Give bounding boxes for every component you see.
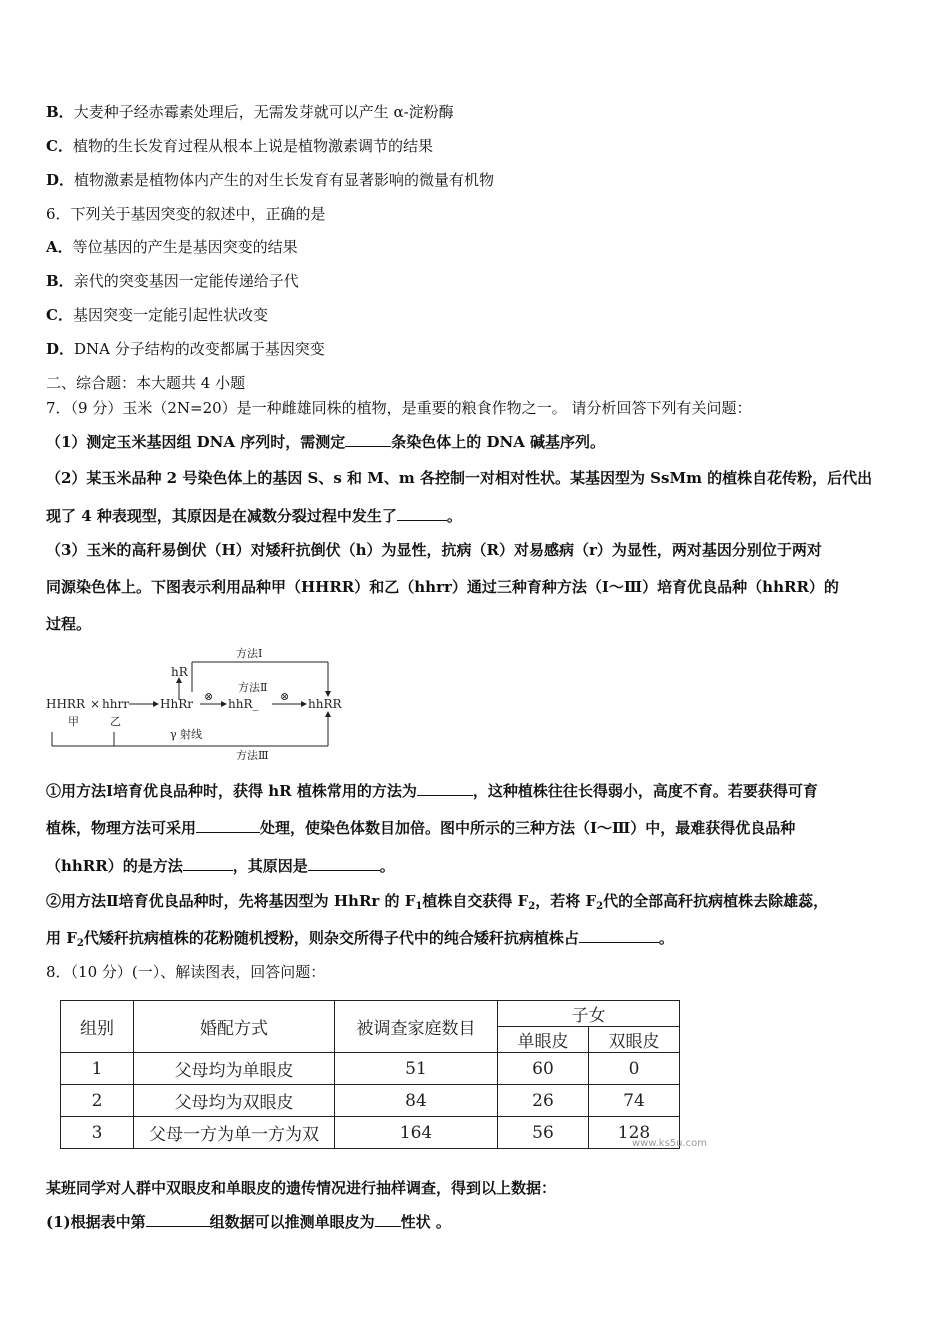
q7-part1: （1）测定玉米基因组 DNA 序列时，需测定 条染色体上的 DNA 碱基序列。 bbox=[46, 433, 606, 451]
yi-label: 乙 bbox=[110, 715, 121, 728]
watermark: www.ks5u.com bbox=[632, 1138, 708, 1149]
q8-description: 某班同学对人群中双眼皮和单眼皮的遗传情况进行抽样调查，得到以上数据： bbox=[46, 1179, 557, 1197]
q7-part2-line2: 现了 4 种表现型，其原因是在减数分裂过程中发生了 。 bbox=[46, 507, 462, 525]
q7-item1-line1: ①用方法Ⅰ培育优良品种时，获得 hR 植株常用的方法为 ，这种植株往往长得弱小，高度不育。若要获得可育 bbox=[46, 782, 818, 800]
cell-mating: 父母均为单眼皮 bbox=[134, 1053, 335, 1085]
selfing-symbol-2: ⊗ bbox=[280, 690, 290, 703]
q7-item2-line1: ②用方法Ⅱ培育优良品种时，先将基因型为 HhRr 的 $F_1$植株自交获得 $F_2$，若将 $F_2$代的全部高秆抗病植株去除雄蕊， bbox=[46, 892, 829, 912]
method1-label: 方法Ⅰ bbox=[236, 647, 263, 660]
section-heading: 二、综合题：本大题共 4 小题 bbox=[46, 374, 246, 392]
q6-option-a: A．等位基因的产生是基因突变的结果 bbox=[46, 238, 298, 256]
cell-double: 0 bbox=[589, 1053, 680, 1085]
method2-label: 方法Ⅱ bbox=[238, 681, 268, 694]
breeding-methods-diagram bbox=[40, 640, 360, 760]
header-double-eyelid: 双眼皮 bbox=[589, 1027, 680, 1053]
q7-part2-line1: （2）某玉米品种 2 号染色体上的基因 S、s 和 M、m 各控制一对相对性状。某基因型为 SsMm 的植株自花传粉，后代出 bbox=[46, 469, 873, 487]
cell-mating: 父母一方为单一方为双 bbox=[134, 1117, 335, 1149]
cell-mating: 父母均为双眼皮 bbox=[134, 1085, 335, 1117]
header-families: 被调查家庭数目 bbox=[335, 1001, 498, 1053]
cell-families: 164 bbox=[335, 1117, 498, 1149]
selfing-symbol-1: ⊗ bbox=[204, 690, 214, 703]
q7-part3-line3: 过程。 bbox=[46, 615, 92, 633]
parent-hhrr-dominant: HHRR bbox=[46, 697, 85, 711]
q5-option-d: D．植物激素是植物体内产生的对生长发育有显著影响的微量有机物 bbox=[46, 171, 495, 189]
table-row bbox=[61, 1085, 680, 1117]
q6-option-c: C．基因突变一定能引起性状改变 bbox=[46, 306, 268, 324]
q5-option-c: C．植物的生长发育过程从根本上说是植物激素调节的结果 bbox=[46, 137, 433, 155]
cell-group: 3 bbox=[61, 1117, 134, 1149]
parent-hhrr-recessive: hhrr bbox=[102, 697, 129, 711]
method3-label: 方法Ⅲ bbox=[236, 749, 269, 760]
cell-double: 128 bbox=[589, 1117, 680, 1149]
table-row bbox=[61, 1053, 680, 1085]
q8-stem: 8．（10 分）(一）、解读图表，回答问题： bbox=[46, 963, 326, 981]
q7-part3-line1: （3）玉米的高秆易倒伏（H）对矮秆抗倒伏（h）为显性，抗病（R）对易感病（r）为显性，两对基因分别位于两对 bbox=[46, 541, 822, 559]
f1-hhrr: HhRr bbox=[160, 697, 193, 711]
header-single-eyelid: 单眼皮 bbox=[498, 1027, 589, 1053]
target-genotype: hhRR bbox=[308, 697, 342, 711]
header-group: 组别 bbox=[61, 1001, 134, 1053]
q8-subquestion-1: (1)根据表中第 组数据可以推测单眼皮为 性状 。 bbox=[46, 1213, 451, 1231]
intermediate-genotype: hhR_ bbox=[228, 697, 259, 711]
header-children: 子女 bbox=[498, 1001, 680, 1027]
q7-item1-line2: 植株，物理方法可采用 处理，使染色体数目加倍。图中所示的三种方法（Ⅰ～Ⅲ）中，最难获得优良品种 bbox=[46, 819, 796, 837]
cell-single: 26 bbox=[498, 1085, 589, 1117]
hr-label: hR bbox=[171, 665, 188, 679]
q7-part3-line2: 同源染色体上。下图表示利用品种甲（HHRR）和乙（hhrr）通过三种育种方法（Ⅰ～Ⅲ）培育优良品种（hhRR）的 bbox=[46, 578, 839, 596]
cross-symbol: × bbox=[90, 697, 101, 711]
cell-families: 51 bbox=[335, 1053, 498, 1085]
header-mating: 婚配方式 bbox=[134, 1001, 335, 1053]
q7-item2-line2: 用 $F_2$代矮秆抗病植株的花粉随机授粉，则杂交所得子代中的纯合矮秆抗病植株占 。 bbox=[46, 929, 674, 949]
cell-group: 2 bbox=[61, 1085, 134, 1117]
gamma-ray-label: γ 射线 bbox=[170, 728, 203, 741]
cell-single: 56 bbox=[498, 1117, 589, 1149]
jia-label: 甲 bbox=[68, 715, 79, 728]
q5-option-b: B．大麦种子经赤霉素处理后，无需发芽就可以产生 α-淀粉酶 bbox=[46, 103, 454, 121]
table-header-row bbox=[61, 1001, 680, 1027]
q6-stem: 6．下列关于基因突变的叙述中，正确的是 bbox=[46, 205, 326, 223]
q7-stem: 7．（9 分）玉米（2N=20）是一种雌雄同株的植物，是重要的粮食作物之一。 请分析回答下列有关问题： bbox=[46, 399, 752, 417]
cell-double: 74 bbox=[589, 1085, 680, 1117]
cell-group: 1 bbox=[61, 1053, 134, 1085]
q7-item1-line3: （hhRR）的是方法 ，其原因是 。 bbox=[46, 857, 395, 875]
cell-single: 60 bbox=[498, 1053, 589, 1085]
survey-table bbox=[60, 1000, 680, 1149]
cell-families: 84 bbox=[335, 1085, 498, 1117]
table-row bbox=[61, 1117, 680, 1149]
q6-option-b: B．亲代的突变基因一定能传递给子代 bbox=[46, 272, 299, 290]
q6-option-d: D．DNA 分子结构的改变都属于基因突变 bbox=[46, 340, 325, 358]
